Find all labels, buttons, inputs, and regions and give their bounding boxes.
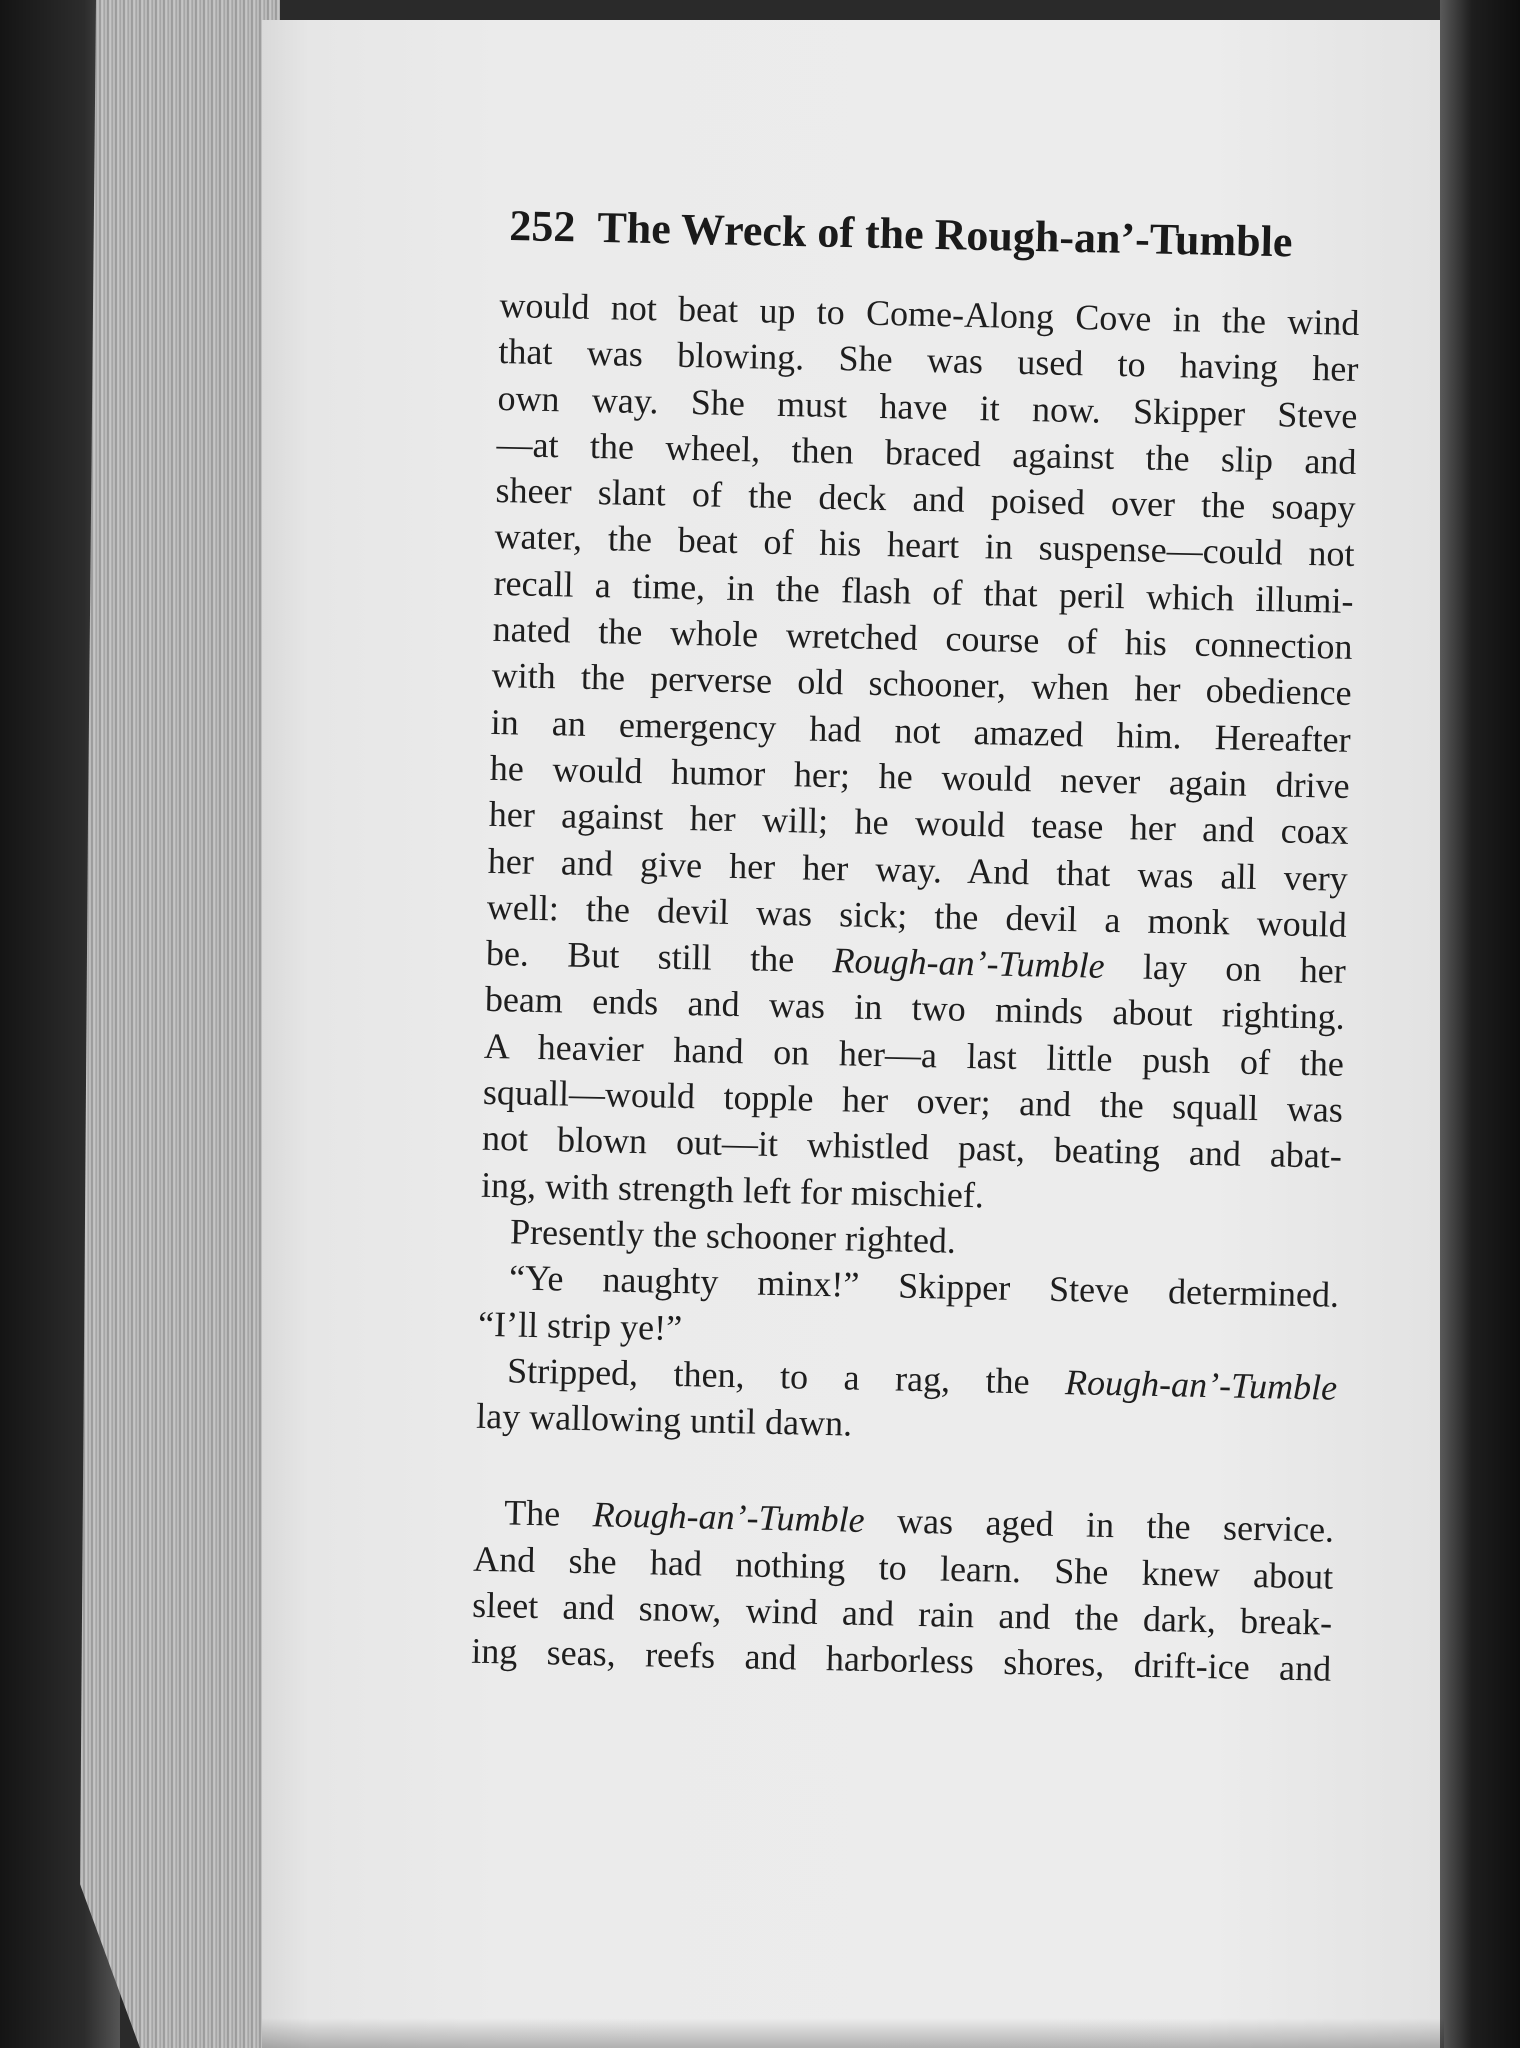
chapter-title: The Wreck of the Rough-an’-Tumble bbox=[596, 202, 1293, 267]
text-segment: Stripped, then, to a rag, the bbox=[506, 1350, 1031, 1402]
page-number: 252 bbox=[508, 200, 576, 252]
text-line: squall—would topple her over; and the squall was bbox=[482, 1071, 1344, 1130]
text-line: not blown out—it whistled past, beating and abat- bbox=[481, 1118, 1343, 1177]
text-line: her and give her her way. And that was all very bbox=[487, 840, 1349, 899]
page-bottom-shadow bbox=[262, 2018, 1444, 2048]
text-line: ing, with strength left for mischief. bbox=[480, 1164, 985, 1215]
text-line: sleet and snow, wind and rain and the dark, break- bbox=[471, 1584, 1333, 1643]
text-line: lay wallowing until dawn. bbox=[475, 1395, 853, 1444]
text-line: he would humor her; he would never again drive bbox=[489, 747, 1351, 806]
text-segment: was aged in the service. bbox=[896, 1501, 1335, 1551]
text-line: nated the whole wretched course of his connection bbox=[492, 609, 1353, 668]
ship-name-italic: Rough-an’-Tumble bbox=[592, 1494, 866, 1541]
text-line: —at the wheel, then braced against the slip and bbox=[496, 423, 1357, 482]
text-line: And she had nothing to learn. She knew about bbox=[472, 1538, 1334, 1597]
text-line: “Ye naughty minx!” Skipper Steve determined. bbox=[508, 1257, 1340, 1316]
text-line: would not beat up to Come-Along Cove in the wind bbox=[499, 284, 1360, 344]
text-line: well: the devil was sick; the devil a monk would bbox=[486, 886, 1348, 945]
text-line: that was blowing. She was used to having her bbox=[498, 331, 1359, 390]
text-line: own way. She must have it now. Skipper Steve bbox=[497, 377, 1358, 436]
text-line: beam ends and was in two minds about righting. bbox=[484, 979, 1346, 1038]
ship-name-italic: Rough-an’-Tumble bbox=[1064, 1361, 1338, 1408]
text-line: A heavier hand on her—a last little push of the bbox=[483, 1025, 1345, 1084]
text-line: sheer slant of the deck and poised over the soapy bbox=[495, 470, 1356, 529]
text-line: with the perverse old schooner, when her obedience bbox=[491, 655, 1352, 714]
text-line: recall a time, in the flash of that peril which illumi- bbox=[493, 562, 1354, 621]
text-line: Presently the schooner righted. bbox=[509, 1211, 957, 1261]
text-line: “I’ll strip ye!” bbox=[477, 1303, 683, 1348]
ship-name-italic: Rough-an’-Tumble bbox=[832, 940, 1105, 986]
text-line: in an emergency had not amazed him. Hereafter bbox=[490, 701, 1352, 760]
text-segment: The bbox=[503, 1492, 561, 1534]
book-gutter-shadow bbox=[1440, 0, 1520, 2048]
text-line: water, the beat of his heart in suspense—could not bbox=[494, 516, 1355, 575]
text-line: her against her will; he would tease her and coax bbox=[488, 794, 1350, 853]
page-stack-edge bbox=[80, 0, 280, 2048]
text-segment: be. But still the bbox=[485, 933, 795, 980]
text-segment: lay on her bbox=[1142, 946, 1347, 992]
text-line: ing seas, reefs and harborless shores, drift-ice and bbox=[470, 1631, 1332, 1690]
body-text bbox=[471, 282, 1360, 1692]
